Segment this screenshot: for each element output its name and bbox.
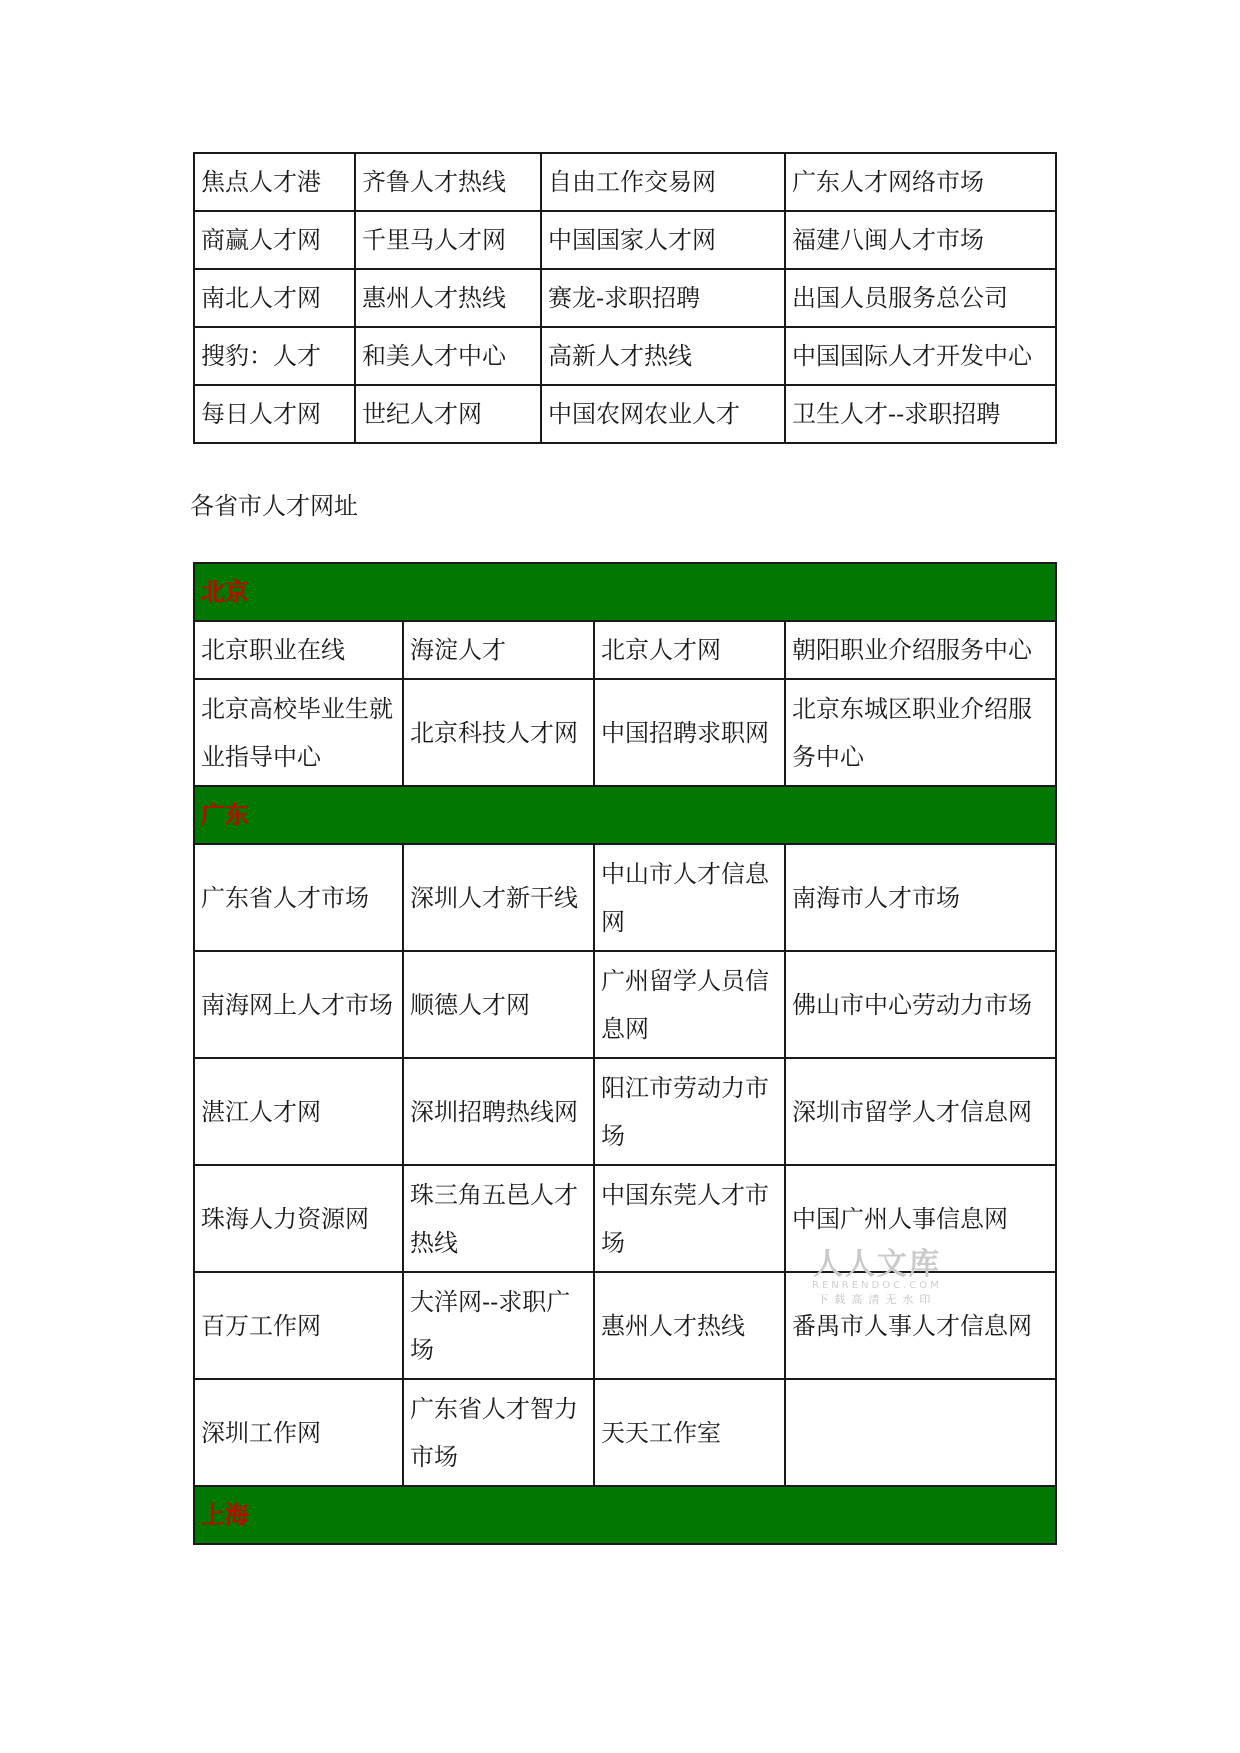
table-cell: 出国人员服务总公司 — [785, 269, 1056, 327]
table-cell: 广州留学人员信息网 — [594, 951, 785, 1058]
table-cell: 每日人才网 — [194, 385, 355, 443]
table-cell: 中国国际人才开发中心 — [785, 327, 1056, 385]
province-title: 北京 — [194, 563, 1056, 621]
table-cell: 广东省人才智力市场 — [403, 1379, 594, 1486]
table-cell: 百万工作网 — [194, 1272, 403, 1379]
province-header-beijing — [194, 563, 1056, 621]
table-row — [194, 211, 1056, 269]
table-cell: 北京职业在线 — [194, 621, 403, 679]
watermark-domain: RENRENDOC.COM — [812, 1280, 942, 1291]
table-cell: 顺德人才网 — [403, 951, 594, 1058]
table-row — [194, 951, 1056, 1058]
table-cell: 朝阳职业介绍服务中心 — [785, 621, 1056, 679]
table-cell: 天天工作室 — [594, 1379, 785, 1486]
table-row — [194, 679, 1056, 786]
table-cell — [785, 1379, 1056, 1486]
table-cell: 深圳招聘热线网 — [403, 1058, 594, 1165]
table-cell: 北京东城区职业介绍服务中心 — [785, 679, 1056, 786]
table-cell: 齐鲁人才热线 — [355, 153, 541, 211]
table-cell: 中国东莞人才市场 — [594, 1165, 785, 1272]
table-cell: 福建八闽人才市场 — [785, 211, 1056, 269]
table-cell: 中山市人才信息网 — [594, 844, 785, 951]
table-cell: 湛江人才网 — [194, 1058, 403, 1165]
watermark — [812, 1247, 942, 1307]
table-cell: 搜豹：人才 — [194, 327, 355, 385]
province-sites-table — [193, 562, 1057, 1545]
table-cell: 广东人才网络市场 — [785, 153, 1056, 211]
table-cell: 深圳市留学人才信息网 — [785, 1058, 1056, 1165]
table-row — [194, 844, 1056, 951]
table-cell: 自由工作交易网 — [541, 153, 785, 211]
table-cell: 南海市人才市场 — [785, 844, 1056, 951]
table-cell: 中国招聘求职网 — [594, 679, 785, 786]
table-row — [194, 385, 1056, 443]
table-row — [194, 153, 1056, 211]
table-cell: 中国国家人才网 — [541, 211, 785, 269]
table-cell: 南北人才网 — [194, 269, 355, 327]
province-title: 广东 — [194, 786, 1056, 844]
table-cell: 惠州人才热线 — [594, 1272, 785, 1379]
table-cell: 高新人才热线 — [541, 327, 785, 385]
province-title: 上海 — [194, 1486, 1056, 1544]
table-cell: 和美人才中心 — [355, 327, 541, 385]
table-cell: 南海网上人才市场 — [194, 951, 403, 1058]
table-cell: 北京人才网 — [594, 621, 785, 679]
table-cell: 佛山市中心劳动力市场 — [785, 951, 1056, 1058]
section-heading: 各省市人才网址 — [190, 492, 358, 520]
watermark-tagline: 下载高清无水印 — [817, 1293, 937, 1306]
table-cell: 焦点人才港 — [194, 153, 355, 211]
table-row — [194, 621, 1056, 679]
table-cell: 卫生人才--求职招聘 — [785, 385, 1056, 443]
table-cell: 珠三角五邑人才热线 — [403, 1165, 594, 1272]
table-cell: 中国农网农业人才 — [541, 385, 785, 443]
table-row — [194, 1379, 1056, 1486]
table-cell: 北京高校毕业生就业指导中心 — [194, 679, 403, 786]
table-cell: 海淀人才 — [403, 621, 594, 679]
table-cell: 商赢人才网 — [194, 211, 355, 269]
watermark-title: 人人文库 — [812, 1247, 941, 1282]
table-cell: 中国广州人事信息网 — [785, 1165, 1056, 1272]
table-row — [194, 1058, 1056, 1165]
table-cell: 赛龙-求职招聘 — [541, 269, 785, 327]
table-cell: 深圳人才新干线 — [403, 844, 594, 951]
table-cell: 阳江市劳动力市场 — [594, 1058, 785, 1165]
table-cell: 深圳工作网 — [194, 1379, 403, 1486]
table-cell: 北京科技人才网 — [403, 679, 594, 786]
table-cell: 番禺市人事人才信息网 — [785, 1272, 1056, 1379]
province-header-guangdong — [194, 786, 1056, 844]
top-sites-table — [193, 152, 1057, 444]
province-header-shanghai — [194, 1486, 1056, 1544]
table-row — [194, 327, 1056, 385]
table-cell: 大洋网--求职广场 — [403, 1272, 594, 1379]
table-cell: 珠海人力资源网 — [194, 1165, 403, 1272]
table-cell: 广东省人才市场 — [194, 844, 403, 951]
table-row — [194, 269, 1056, 327]
table-cell: 千里马人才网 — [355, 211, 541, 269]
table-cell: 惠州人才热线 — [355, 269, 541, 327]
table-cell: 世纪人才网 — [355, 385, 541, 443]
